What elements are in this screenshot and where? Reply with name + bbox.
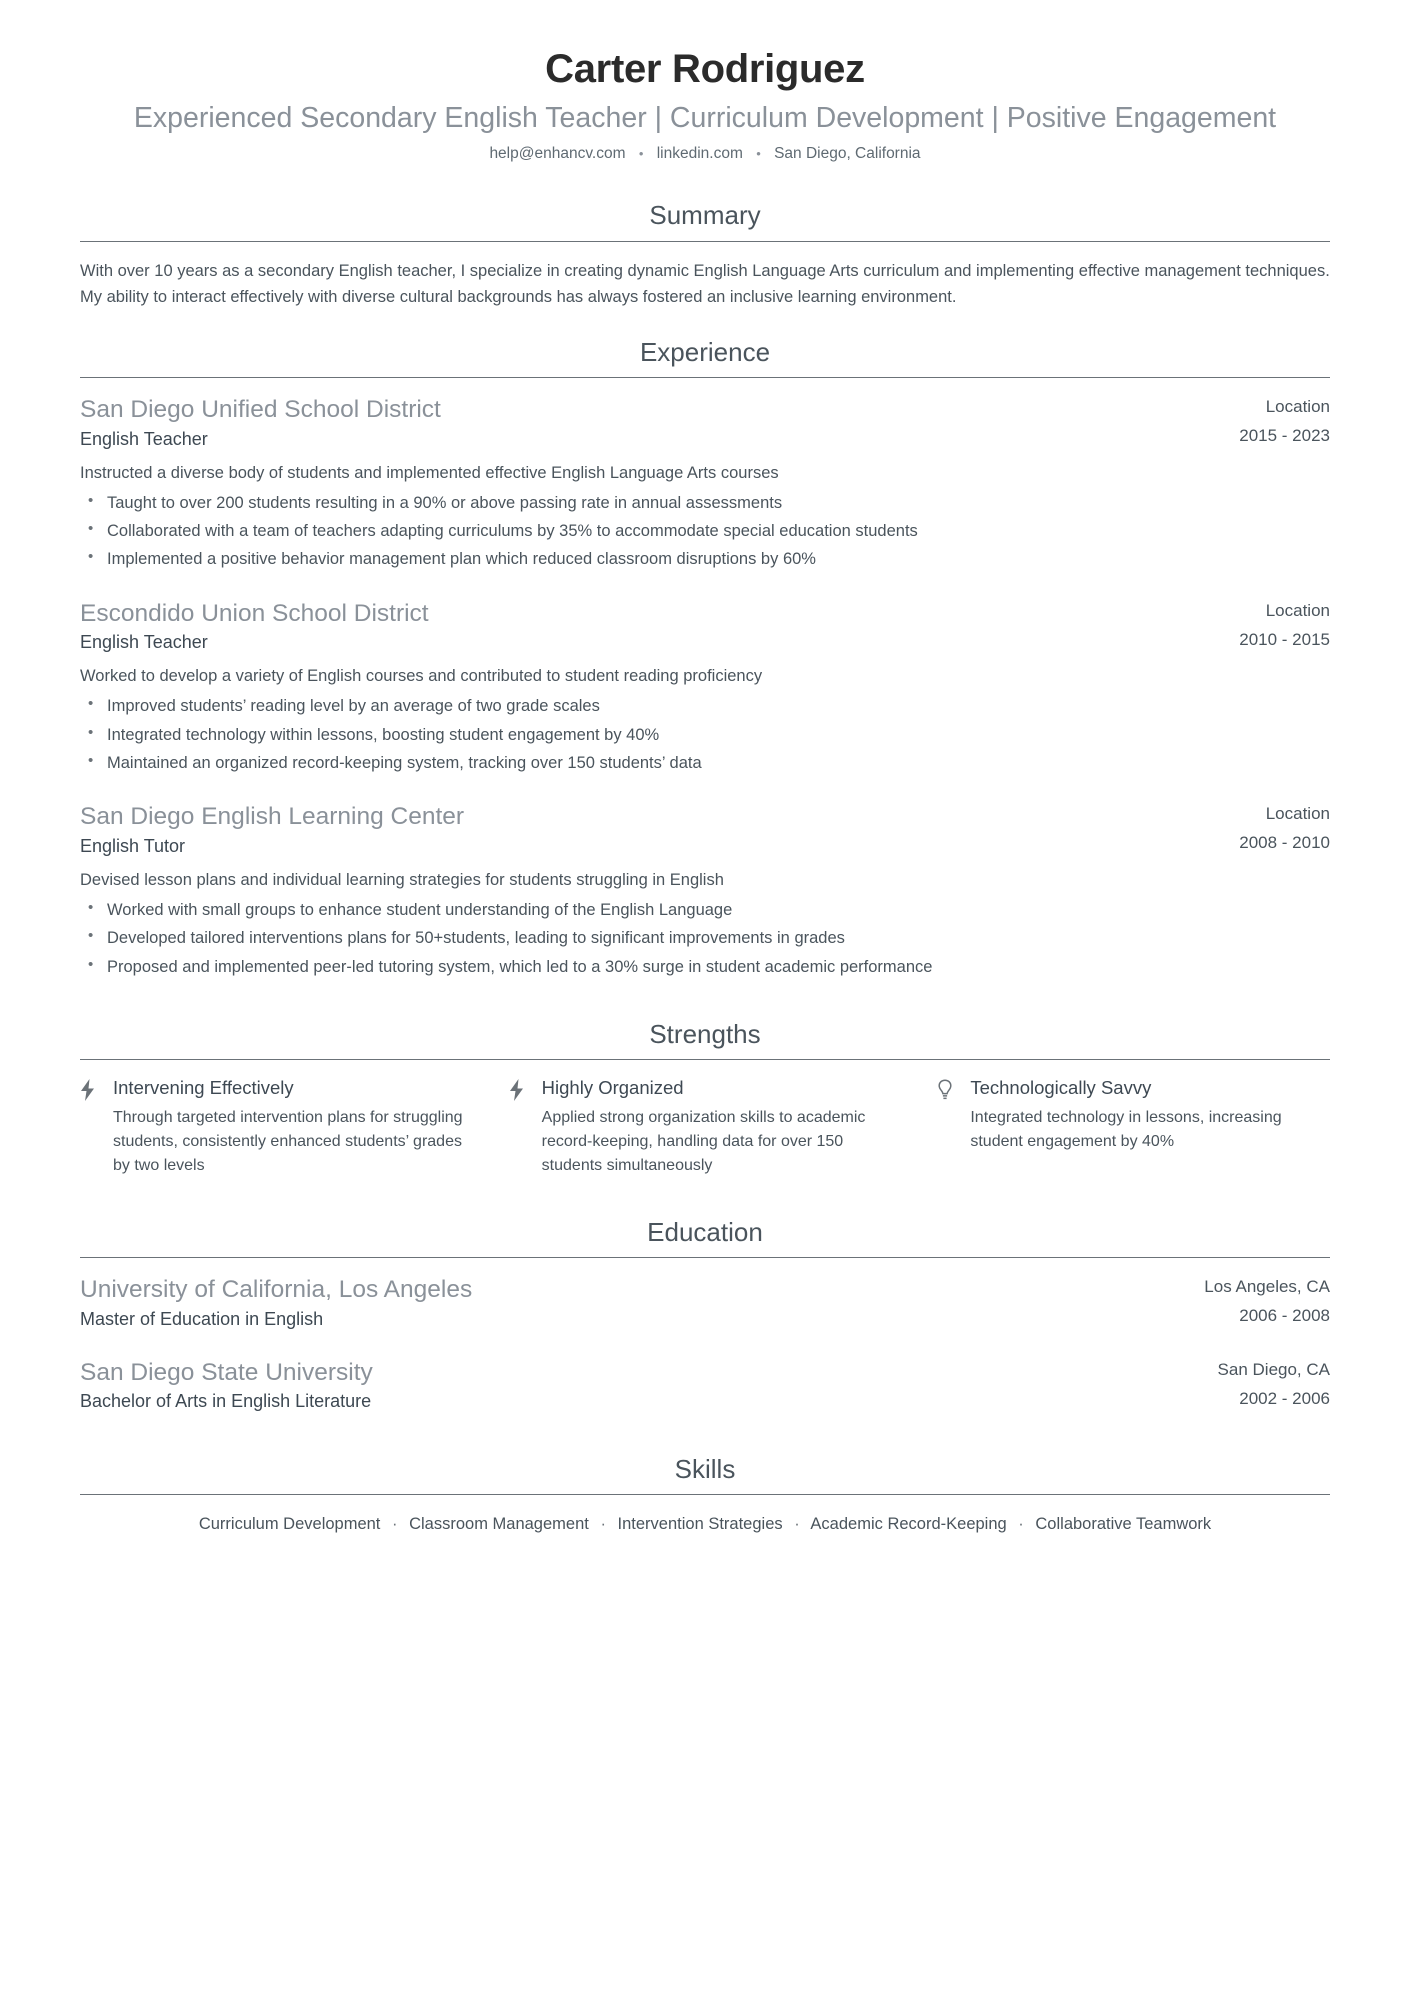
section-strengths [80,1019,1330,1177]
experience-bullet-list [80,898,1330,979]
experience-entry-main [80,598,1215,655]
experience-bullet: • Implemented a positive behavior management plan which reduced classroom disruptions by 60% [80,547,1330,571]
education-entry-head [80,1274,1330,1331]
experience-role: English Teacher [80,632,208,653]
experience-organization: Escondido Union School District [80,599,429,627]
experience-entry-meta [1215,801,1330,855]
education-entry-meta [1194,1357,1330,1411]
experience-entry [80,394,1330,572]
section-summary [80,200,1330,311]
section-divider [80,1494,1330,1495]
experience-bullet-list [80,491,1330,572]
education-location: San Diego, CA [1217,1360,1330,1380]
skill-item: Collaborative Teamwork [1035,1514,1212,1533]
skill-separator-icon: · [392,1514,398,1533]
section-divider [80,241,1330,242]
skill-separator-icon: · [794,1514,800,1533]
summary-text: With over 10 years as a secondary English teacher, I specialize in creating dynamic English Language Arts curriculum and implementing effective management techniques. My ability to interact effectively with diverse cultural backgrounds has always fostered an inclusive learning environment. [80,261,1330,307]
skill-separator-icon: · [600,1514,606,1533]
experience-description: Instructed a diverse body of students and implemented effective English Language Arts courses [80,463,779,482]
contact-separator-icon: • [638,145,644,161]
section-experience [80,337,1330,979]
education-entry-main [80,1357,1194,1414]
experience-entry-main [80,801,1215,858]
contact-location: San Diego, California [774,145,921,163]
strength-description: Through targeted intervention plans for struggling students, consistently enhanced students’ grades by two levels [113,1109,463,1174]
skill-item: Intervention Strategies [617,1514,783,1533]
skill-item: Academic Record-Keeping [810,1514,1007,1533]
strength-content [542,1076,902,1177]
experience-description: Worked to develop a variety of English courses and contributed to student reading proficiency [80,667,763,686]
experience-organization: San Diego English Learning Center [80,803,465,831]
experience-bullet: • Worked with small groups to enhance student understanding of the English Language [80,898,1330,922]
education-entry-head [80,1357,1330,1414]
section-title-skills: Skills [674,1453,736,1484]
experience-bullet: • Improved students’ reading level by an average of two grade scales [80,694,1330,718]
experience-bullet: • Proposed and implemented peer-led tutoring system, which led to a 30% surge in student academic performance [80,955,1330,979]
education-institution: San Diego State University [80,1359,373,1387]
strength-content [970,1076,1330,1177]
experience-entry-meta [1215,598,1330,652]
experience-dates: 2015 - 2023 [1239,426,1330,446]
strength-description: Integrated technology in lessons, increasing student engagement by 40% [970,1109,1282,1150]
experience-entry-meta [1215,394,1330,448]
education-dates: 2006 - 2008 [1239,1306,1330,1326]
section-title-strengths: Strengths [649,1019,761,1050]
candidate-name: Carter Rodriguez [545,47,865,91]
experience-dates: 2010 - 2015 [1239,629,1330,649]
section-skills [80,1454,1330,1538]
experience-bullet: • Integrated technology within lessons, boosting student engagement by 40% [80,723,1330,747]
strength-title: Technologically Savvy [970,1077,1152,1099]
skill-item: Classroom Management [409,1514,589,1533]
experience-bullet: • Collaborated with a team of teachers adapting curriculums by 35% to accommodate special education students [80,519,1330,543]
strength-content [113,1076,473,1177]
section-education [80,1217,1330,1414]
education-degree: Master of Education in English [80,1308,324,1329]
section-title-experience: Experience [639,336,771,367]
section-title-summary: Summary [649,200,761,231]
section-title-education: Education [647,1217,763,1248]
strength-description: Applied strong organization skills to academic record-keeping, handling data for over 150 students simultaneously [541,1109,866,1174]
section-divider [80,377,1330,378]
education-entry-main [80,1274,1180,1331]
experience-bullet-list [80,694,1330,775]
education-institution: University of California, Los Angeles [80,1276,473,1304]
skill-separator-icon: · [1018,1514,1024,1533]
strength-item [509,1076,902,1177]
section-divider [80,1257,1330,1258]
skills-list [80,1511,1330,1537]
contact-separator-icon: • [756,145,761,161]
experience-role: English Teacher [80,428,208,449]
lightning-bolt-icon [80,1076,100,1177]
experience-entry [80,598,1330,776]
experience-location: Location [1265,397,1330,417]
section-divider [80,1059,1330,1060]
experience-location: Location [1265,600,1330,620]
education-dates: 2002 - 2006 [1239,1389,1330,1409]
strength-item [80,1076,473,1177]
education-location: Los Angeles, CA [1204,1277,1330,1297]
skill-item: Curriculum Development [198,1514,381,1533]
experience-dates: 2008 - 2010 [1239,833,1330,853]
contact-email[interactable]: help@enhancv.com [489,145,626,163]
experience-bullet: • Developed tailored interventions plans for 50+students, leading to significant improvements in grades [80,926,1330,950]
experience-location: Location [1265,804,1330,824]
lightning-bolt-icon [509,1076,529,1177]
strength-item [937,1076,1330,1177]
experience-entry-head [80,394,1330,451]
experience-description: Devised lesson plans and individual learning strategies for students struggling in English [80,871,724,890]
strength-title: Highly Organized [541,1077,684,1099]
contact-line [80,144,1330,164]
lightbulb-icon [937,1076,957,1177]
education-entry-meta [1180,1274,1330,1328]
experience-entry [80,801,1330,979]
candidate-headline: Experienced Secondary English Teacher | Curriculum Development | Positive Engagement [133,102,1277,134]
education-entry [80,1357,1330,1414]
contact-website[interactable]: linkedin.com [656,145,743,163]
strength-title: Intervening Effectively [113,1077,294,1099]
strengths-grid [80,1076,1330,1177]
experience-entry-main [80,394,1215,451]
experience-bullet: • Taught to over 200 students resulting in a 90% or above passing rate in annual assessments [80,491,1330,515]
education-degree: Bachelor of Arts in English Literature [80,1391,372,1412]
experience-organization: San Diego Unified School District [80,396,441,424]
resume-header [80,46,1330,164]
experience-bullet: • Maintained an organized record-keeping system, tracking over 150 students’ data [80,751,1330,775]
experience-entry-head [80,801,1330,858]
education-entry [80,1274,1330,1331]
experience-entry-head [80,598,1330,655]
experience-role: English Tutor [80,835,186,856]
